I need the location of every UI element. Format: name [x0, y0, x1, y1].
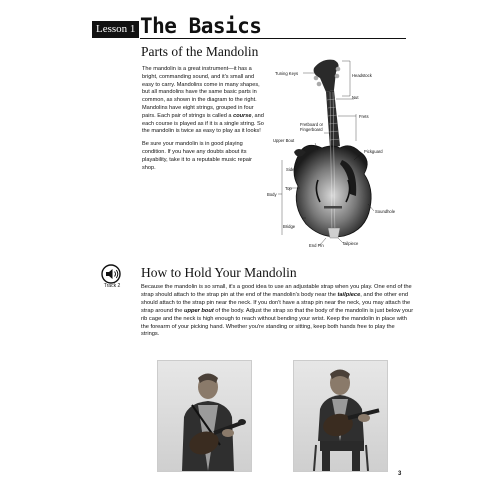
label-soundhole: Soundhole [375, 209, 396, 214]
lesson-label: Lesson 1 [92, 21, 139, 38]
audio-track-icon[interactable] [100, 264, 122, 284]
label-end-pin: End Pin [309, 243, 324, 248]
label-pickguard: Pickguard [364, 149, 383, 154]
headstock-shape [314, 60, 341, 92]
intro-text-a: The mandolin is a great instrument—it has a bright, commanding sound, and it's small and easy to carry. Mandolins come in many shapes, but all mandolins have the same basic parts in common, as shown in the diagram to the right. Mandolins have eight strings, grouped in four pairs. Each pair of strings is called a [142, 66, 260, 119]
label-body: Body [267, 192, 277, 197]
mandolin-diagram [262, 56, 412, 256]
track-label: Track 2 [103, 283, 121, 289]
page-number: 3 [398, 471, 402, 477]
label-bridge: Bridge [283, 224, 296, 229]
hold-term-tailpiece: tailpiece [337, 291, 361, 298]
label-nut: Nut [352, 95, 359, 100]
label-tailpiece: Tailpiece [342, 241, 359, 246]
label-fretboard-1: Fretboard or [300, 122, 324, 127]
photo-sitting [293, 360, 388, 472]
hold-text-1: Because the mandolin is so small, it's a good idea to use an adjustable strap when you play. One end of the strap should attach to the strap pin at the end of the mandolin's body near the [141, 284, 412, 298]
label-top: Top [285, 186, 292, 191]
hold-term-upper-bout: upper bout [184, 307, 214, 314]
label-fretboard-2: Fingerboard [300, 127, 323, 132]
section-title-parts: Parts of the Mandolin [141, 44, 259, 59]
intro-paragraph-2: Be sure your mandolin is in good playing condition. If you have any doubts about its playability, take it to a reputable music repair shop. [142, 141, 252, 171]
intro-text-b: , and each course is played as if it is a single string. So the mandolin is twice as easy to play as it looks! [142, 112, 264, 135]
label-frets: Frets [359, 114, 369, 119]
label-headstock: Headstock [352, 73, 372, 78]
hold-text-3: of the body. Adjust the strap so that the body of the mandolin is just below your rib cage and the neck is high enough to reach without bending your wrist. Keep the mandolin in place with the forearm of your picking hand. Whether you're standing or sitting, keep both hands free to play the strings. [141, 307, 414, 338]
photo-standing [157, 360, 252, 472]
page-title: The Basics [140, 14, 262, 38]
intro-paragraph-1 [142, 66, 267, 136]
body-shape [294, 145, 371, 236]
intro-text [142, 66, 267, 177]
title-rule [140, 38, 406, 39]
section-title-hold: How to Hold Your Mandolin [141, 265, 297, 280]
intro-term-course: course [233, 112, 252, 119]
label-upper-bout: Upper Bout [273, 138, 295, 143]
label-side: Side [286, 167, 295, 172]
hold-text-2: , and the other end should attach to the strap pin near the neck. If you don't have a strap pin near the neck, you may attach the strap around the [141, 291, 411, 314]
label-tuning-keys: Tuning Keys [275, 71, 299, 76]
hold-body-text [141, 284, 414, 339]
